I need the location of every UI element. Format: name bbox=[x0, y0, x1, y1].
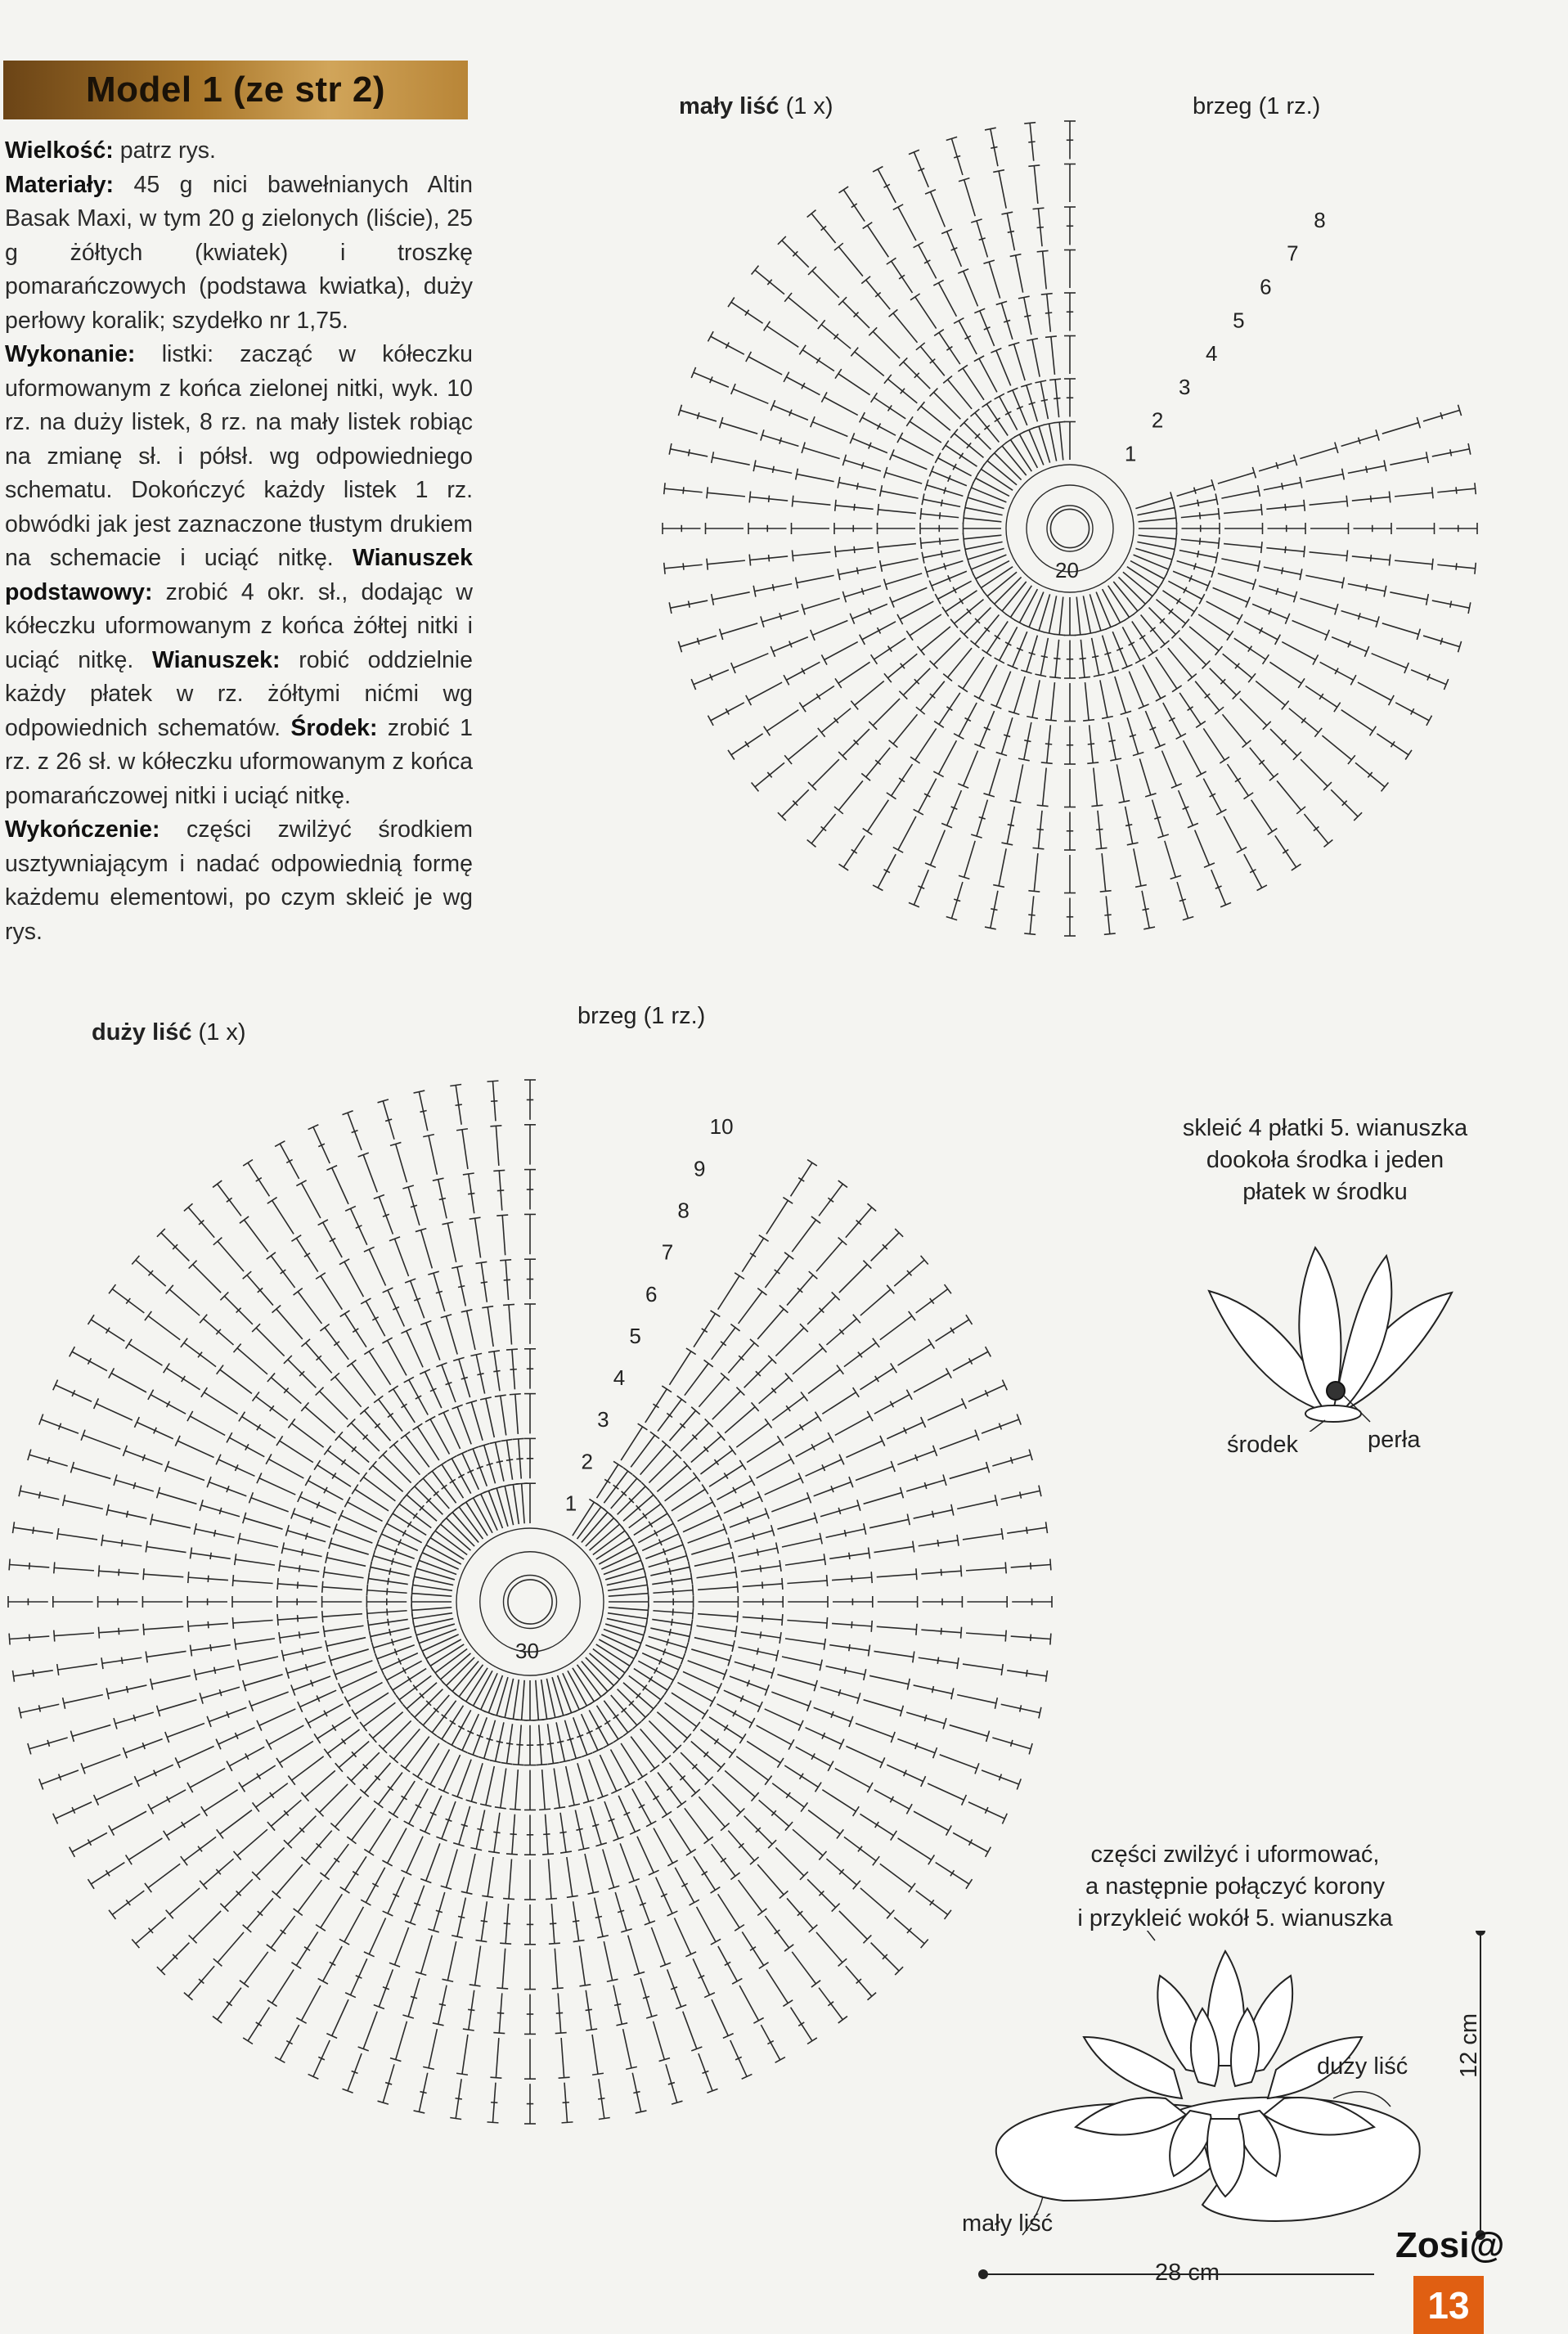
row-number-label: 10 bbox=[709, 1114, 734, 1140]
row-number-label: 3 bbox=[597, 1407, 609, 1432]
row-number-label: 6 bbox=[1260, 274, 1272, 299]
assembly-large-leaf-label: duży liść bbox=[1317, 2053, 1409, 2080]
row-number-label: 4 bbox=[613, 1365, 626, 1391]
row-number-label: 1 bbox=[1124, 441, 1137, 466]
large-leaf-chart bbox=[0, 1039, 1063, 2143]
row-number-label: 3 bbox=[1178, 374, 1191, 399]
assembly-small-leaf-label: mały liść bbox=[962, 2210, 1054, 2237]
brand-mark: Zosi@ bbox=[1395, 2225, 1505, 2265]
petal-illustration bbox=[1202, 1227, 1472, 1432]
instructions-text bbox=[5, 134, 473, 949]
large-leaf-count: (1 x) bbox=[191, 1019, 246, 1046]
page-title-bar bbox=[3, 61, 468, 119]
petal-pearl-label: perła bbox=[1368, 1427, 1421, 1453]
base-wreath-label: Wianuszek podstawowy: bbox=[5, 545, 473, 605]
small-leaf-count: (1 x) bbox=[779, 93, 833, 119]
large-leaf-diagram bbox=[0, 1039, 1063, 2143]
row-number-label: 1 bbox=[564, 1491, 577, 1516]
assembly-note-line1: części zwilżyć i uformować, bbox=[1090, 1842, 1380, 1868]
assembly-note bbox=[1047, 1839, 1423, 1935]
small-leaf-chart bbox=[638, 98, 1489, 965]
base-wreath-text: zrobić 4 okr. sł., dodając w kółeczku uformowanym z końca żółtej nitki i uciąć nitkę. bbox=[5, 578, 473, 673]
row-number-label: 7 bbox=[1287, 241, 1299, 266]
finishing-label: Wykończenie: bbox=[5, 816, 160, 843]
width-dimension-label: 28 cm bbox=[1155, 2260, 1220, 2286]
size-paragraph bbox=[5, 134, 473, 169]
finishing-paragraph bbox=[5, 813, 473, 949]
execution-text: listki: zacząć w kółeczku uformowanym z końca zielonej nitki, wyk. 10 rz. na duży listek, 8 rz. na mały listek robiąc na zmianę sł. i półsł. wg odpowiedniego schematu. Dokończyć każdy listek 1 rz. obwódki jak jest zaznaczone tłustym drukiem na schemacie i uciąć nitkę. bbox=[5, 341, 473, 571]
row-number-label: 9 bbox=[693, 1156, 706, 1181]
execution-paragraph bbox=[5, 338, 473, 813]
materials-label: Materiały: bbox=[5, 171, 115, 198]
small-leaf-diagram bbox=[638, 98, 1489, 965]
start-count-label: 30 bbox=[515, 1639, 539, 1663]
large-leaf-name: duży liść bbox=[92, 1019, 192, 1046]
petal-note bbox=[1145, 1113, 1505, 1208]
size-label: Wielkość: bbox=[5, 137, 114, 164]
petal-center-label: środek bbox=[1227, 1432, 1299, 1458]
size-text: patrz rys. bbox=[113, 137, 216, 164]
row-number-label: 8 bbox=[677, 1198, 690, 1223]
petal-drawing bbox=[1202, 1227, 1472, 1432]
start-count-label: 20 bbox=[1055, 558, 1079, 582]
small-leaf-name: mały liść bbox=[679, 93, 780, 119]
height-dimension-label: 12 cm bbox=[1456, 2013, 1482, 2078]
execution-label: Wykonanie: bbox=[5, 341, 136, 367]
assembly-note-line2: a następnie połączyć korony bbox=[1085, 1873, 1385, 1900]
row-number-label: 7 bbox=[661, 1239, 674, 1265]
row-number-label: 2 bbox=[581, 1449, 593, 1474]
small-leaf-edge-label: brzeg (1 rz.) bbox=[1193, 93, 1321, 119]
page-number-badge bbox=[1413, 2276, 1484, 2334]
finishing-text: części zwilżyć środkiem usztywniającym i nadać odpowiednią formę każdemu elementowi, po czym skleić je wg rys. bbox=[5, 816, 473, 945]
petal-note-line3: płatek w środku bbox=[1242, 1179, 1408, 1205]
large-leaf-edge-label: brzeg (1 rz.) bbox=[577, 1003, 706, 1029]
assembly-note-line3: i przykleić wokół 5. wianuszka bbox=[1077, 1905, 1393, 1932]
row-number-label: 8 bbox=[1314, 207, 1326, 232]
petal-note-line2: dookoła środka i jeden bbox=[1206, 1147, 1444, 1173]
center-label: Środek: bbox=[290, 714, 378, 741]
row-number-label: 4 bbox=[1206, 341, 1218, 367]
page-number: 13 bbox=[1427, 2283, 1470, 2327]
row-number-label: 5 bbox=[1233, 308, 1245, 333]
pearl-icon bbox=[1327, 1382, 1345, 1400]
row-number-label: 5 bbox=[629, 1323, 641, 1348]
materials-paragraph bbox=[5, 169, 473, 339]
row-number-label: 2 bbox=[1151, 407, 1164, 433]
page-title: Model 1 (ze str 2) bbox=[86, 70, 385, 110]
petal-note-line1: skleić 4 płatki 5. wianuszka bbox=[1182, 1115, 1468, 1141]
center-text: zrobić 1 rz. z 26 sł. w kółeczku uformowanym z końca pomarańczowej nitki i uciąć nitkę. bbox=[5, 714, 473, 809]
materials-text: 45 g nici bawełnianych Altin Basak Maxi, w tym 20 g zielonych (liście), 25 g żółtych (kwiatek) i troszkę pomarańczowych (podstawa kwiatka), duży perłowy koralik; szydełko nr 1,75. bbox=[5, 171, 473, 334]
row-number-label: 6 bbox=[645, 1281, 658, 1306]
wreath-label: Wianuszek: bbox=[152, 646, 281, 673]
wreath-text: robić oddzielnie każdy płatek w rz. żółtymi nićmi wg odpowiednich schematów. bbox=[5, 646, 473, 741]
